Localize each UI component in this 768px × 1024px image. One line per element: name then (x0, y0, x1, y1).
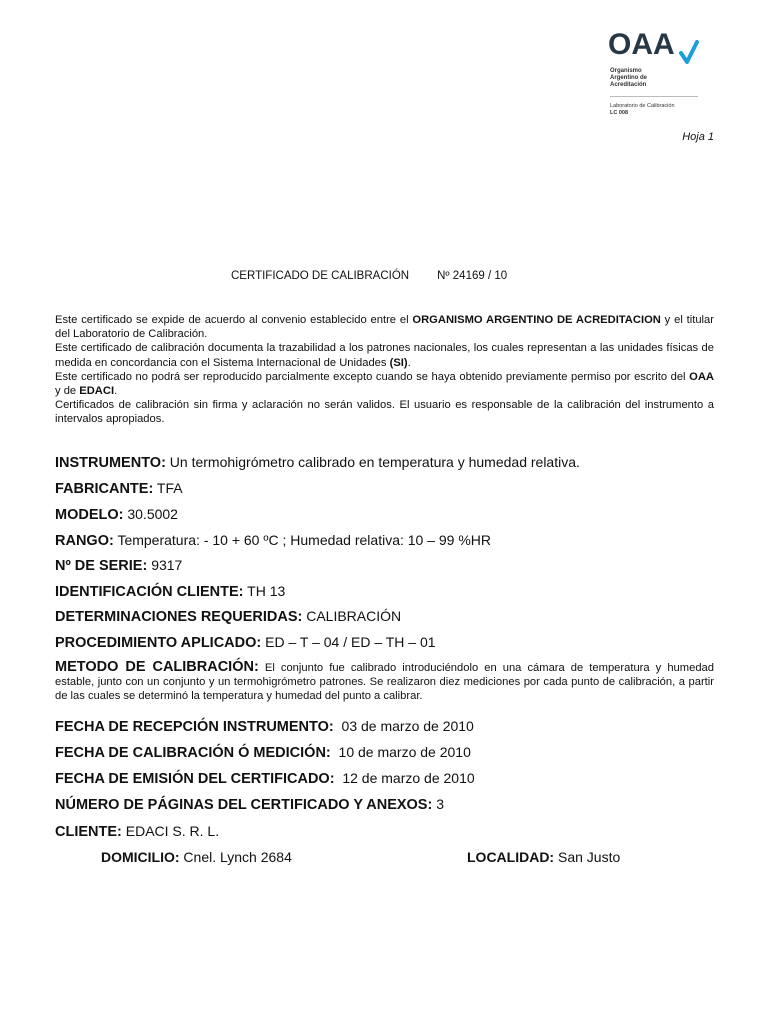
intro-paragraph: Este certificado no podrá ser reproducido parcialmente excepto cuando se haya obtenido previamente permiso por escrito del OAA y de EDACI. (55, 370, 714, 398)
certificate-title (231, 270, 507, 282)
logo-organization: Organismo Argentino de Acreditación (610, 68, 647, 88)
field-determinaciones: DETERMINACIONES REQUERIDAS: CALIBRACIÓN (55, 608, 402, 625)
field-cliente: CLIENTE: EDACI S. R. L. (55, 823, 220, 840)
logo-wordmark: OAA (608, 28, 675, 61)
field-numero-paginas: NÚMERO DE PÁGINAS DEL CERTIFICADO Y ANEXOS: 3 (55, 796, 444, 813)
field-fecha-emision: FECHA DE EMISIÓN DEL CERTIFICADO: 12 de marzo de 2010 (55, 770, 475, 787)
field-domicilio: DOMICILIO: Cnel. Lynch 2684 (101, 849, 292, 865)
field-procedimiento: PROCEDIMIENTO APLICADO: ED – T – 04 / ED – TH – 01 (55, 634, 436, 651)
intro-paragraph: Certificados de calibración sin firma y aclaración no serán validos. El usuario es responsable de la calibración del instrumento a intervalos apropiados. (55, 399, 714, 426)
oaa-logo (608, 28, 708, 128)
logo-lab-id: Laboratorio de Calibración LC 008 (610, 103, 675, 116)
field-fecha-calibracion: FECHA DE CALIBRACIÓN Ó MEDICIÓN: 10 de marzo de 2010 (55, 744, 471, 761)
logo-divider (610, 96, 698, 97)
sheet-number: Hoja 1 (682, 131, 714, 143)
field-fecha-recepcion: FECHA DE RECEPCIÓN INSTRUMENTO: 03 de marzo de 2010 (55, 718, 474, 735)
check-icon (678, 40, 700, 66)
certificate-number: Nº 24169 / 10 (437, 270, 508, 282)
field-localidad: LOCALIDAD: San Justo (467, 849, 621, 865)
field-identificacion: IDENTIFICACIÓN CLIENTE: TH 13 (55, 583, 286, 600)
certificate-title-label: CERTIFICADO DE CALIBRACIÓN (231, 270, 410, 282)
field-metodo: METODO DE CALIBRACIÓN: El conjunto fue calibrado introduciéndolo en una cámara de temperatura y humedad estable, junto con un conjunto y un termohigrómetro patrones. Se realizaron diez mediciones por cada punto de calibración, a partir de las cuales se determinó la temperatura y humedad del punto a calibrar. (55, 659, 714, 703)
intro-paragraph: Este certificado se expide de acuerdo al convenio establecido entre el ORGANISMO ARGENTINO DE ACREDITACION y el titular del Laboratorio de Calibración. (55, 314, 714, 341)
field-rango: RANGO: Temperatura: - 10 + 60 ºC ; Humedad relativa: 10 – 99 %HR (55, 532, 492, 549)
field-instrumento: INSTRUMENTO: Un termohigrómetro calibrado en temperatura y humedad relativa. (55, 454, 580, 471)
field-modelo: MODELO: 30.5002 (55, 506, 178, 523)
intro-paragraph: Este certificado de calibración documenta la trazabilidad a los patrones nacionales, los cuales representan a las unidades físicas de medida en concordancia con el Sistema Internacional de Unidades (SI). (55, 342, 714, 369)
field-fabricante: FABRICANTE: TFA (55, 480, 183, 497)
field-serie: Nº DE SERIE: 9317 (55, 557, 183, 574)
intro-paragraphs (55, 313, 714, 427)
